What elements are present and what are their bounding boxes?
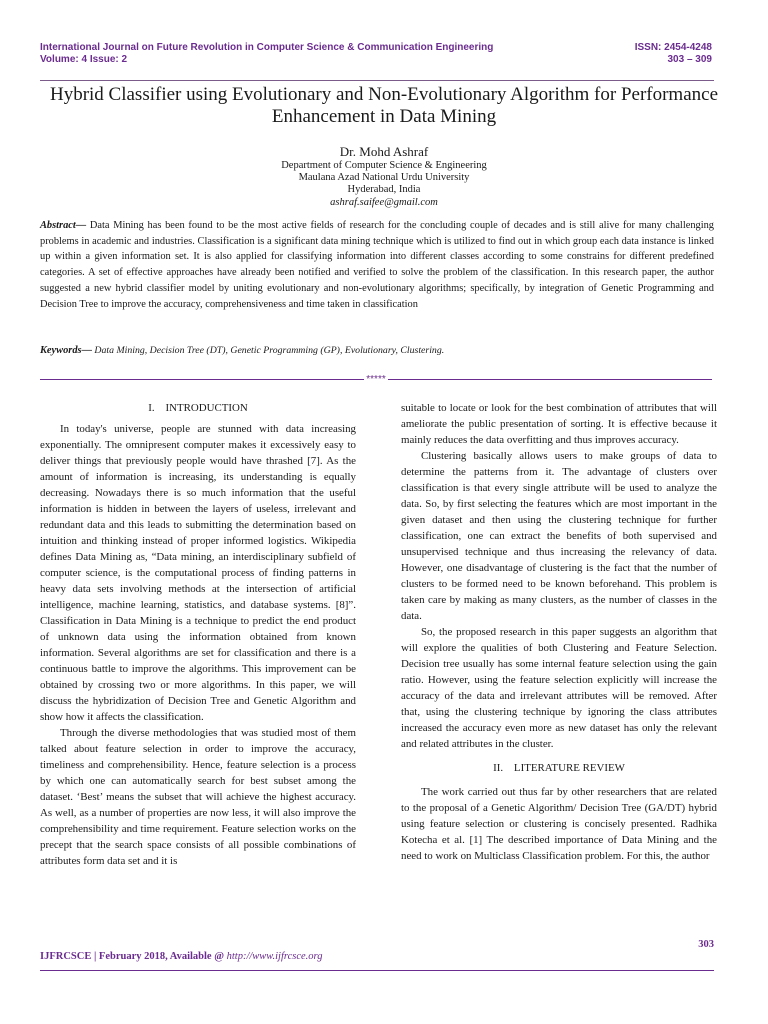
keywords-label: Keywords—	[40, 345, 92, 356]
footer-text: IJFRCSCE | February 2018, Available @	[40, 951, 227, 962]
paragraph: Clustering basically allows users to make groups of data to determine the patterns from it. The advantage of clusters over classification is that every single attribute will be used to analyze the data. So, by first selecting the features which are most important in the given dataset and then using the clustering technique for further classification, one can extract the benefits of both supervised and unsupervised technique and thus increasing the relevancy of data. However, one disadvantage of clustering is the fact that the number of clusters to be formed need to be known beforehand. This problem is taken care by making as many clusters, as the number of classes in the data.	[401, 450, 717, 622]
section-heading-literature-review: II. LITERATURE REVIEW	[493, 762, 625, 774]
left-column	[40, 400, 356, 869]
paragraph: The work carried out thus far by other researchers that are related to the proposal of a Genetic Algorithm/ Decision Tree (GA/DT) hybrid using feature selection or clustering is concisely presented. Radhika Kotecha et al. [1] The described importance of Data Mining and the need to work on Multiclass Classification problem. For this, the author	[401, 786, 717, 862]
footer-rule	[40, 970, 714, 971]
footer	[40, 951, 322, 962]
author-location: Hyderabad, India	[347, 184, 421, 195]
author-email[interactable]: ashraf.saifee@gmail.com	[330, 197, 438, 208]
header-rule	[40, 80, 714, 81]
abstract	[40, 218, 714, 312]
separator-stars: *****	[366, 373, 386, 385]
paragraph: Through the diverse methodologies that was studied most of them talked about feature selection in order to improve the accuracy, timeliness and comprehensibility. Hence, feature selection is a process by which one can automatically search for best subset among the dataset. ‘Best’ means the subset that will achieve the highest accuracy. As well, as a number of properties are now less, it will also improve the comprehensibility and time requirement. Feature selection works on the precept that the search space consists of all possible combinations of attributes form data set and it is	[40, 727, 356, 867]
page-number: 303	[698, 939, 714, 950]
section-heading-introduction: I. INTRODUCTION	[148, 402, 248, 414]
paragraph: In today's universe, people are stunned with data increasing exponentially. The omnipresent computer makes it excessively easy to deliver things that previously people would have thrashed [7]. As the amount of information is increasing, its understanding is equally decreasing. Nowadays there is so much information that the useful information is hidden in between the layers of useless, irrelevant and redundant data and this leads to submitting the determination based on intuition and thinking instead of proper informed logistics. Wikipedia defines Data Mining as, “Data mining, an interdisciplinary subfield of computer science, is the computational process of finding patterns in heavy data sets involving methods at the intersection of artificial intelligence, machine learning, statistics, and database systems. [8]”. Classification in Data Mining is a technique to predict the end product of unknown data using the information obtained from known information. Several algorithms are set for classification and there is a continuous battle to improve the algorithms. This improvement can be obtained by crossing two or more algorithms. In this paper, we will discuss the hybridization of Decision Tree and Genetic Algorithm and show how it affects the classification.	[40, 423, 356, 723]
section-separator	[40, 372, 712, 386]
author-university: Maulana Azad National Urdu University	[298, 172, 470, 183]
author-name: Dr. Mohd Ashraf	[339, 144, 429, 159]
keywords-text: Data Mining, Decision Tree (DT), Genetic Programming (GP), Evolutionary, Clustering.	[91, 345, 445, 356]
author-department: Department of Computer Science & Engineering	[281, 160, 487, 171]
paragraph: So, the proposed research in this paper suggests an algorithm that will explore the qualities of both Clustering and Feature Selection. Decision tree usually has some internal feature selection using the gain ratio. However, using the feature selection explicitly will increase the accuracy of the data and irrelevant attributes will be removed. After that, using the clustering technique by ignoring the class attributes increased the accuracy even more as new dataset has only the relevant and related attributes in the cluster.	[401, 626, 717, 750]
paragraph: suitable to locate or look for the best combination of attributes that will ameliorate the public presentation of sorting. It is effective because it mainly reduces the data overfitting and thus improves accuracy.	[401, 402, 717, 446]
abstract-label: Abstract—	[40, 220, 87, 231]
separator-line-left	[40, 379, 364, 380]
paper-title: Hybrid Classifier using Evolutionary and Non-Evolutionary Algorithm for Performance Enhancement in Data Mining	[49, 84, 719, 127]
issn: ISSN: 2454-4248	[634, 42, 712, 53]
right-column	[401, 400, 717, 864]
title-block	[40, 84, 728, 209]
footer-link[interactable]: http://www.ijfrcsce.org	[226, 951, 323, 962]
page-range: 303 – 309	[667, 54, 712, 65]
running-header	[40, 42, 712, 78]
journal-name: International Journal on Future Revolution in Computer Science & Communication Engineering	[40, 42, 494, 53]
abstract-text: Data Mining has been found to be the most active fields of research for the concluding couple of decades and is still alive for many challenging problems in academic and industries. Classification is a significant data mining technique which is utilized to find out in which group each data instance is linked up within a given information set. It is also applied for classifying information into different classes according to some constrains for different predefined categories. A set of effective approaches have already been notified and verified to solve the problem of the classification. In this research paper, the author suggested a new hybrid classifier model by uniting evolutionary and non-evolutionary algorithms; specifically, by integration of Genetic Programming and Decision Tree to improve the accuracy, comprehensiveness and time taken in classification	[40, 220, 714, 310]
keywords	[40, 344, 714, 358]
separator-line-right	[388, 379, 712, 380]
volume-issue: Volume: 4 Issue: 2	[40, 54, 128, 65]
